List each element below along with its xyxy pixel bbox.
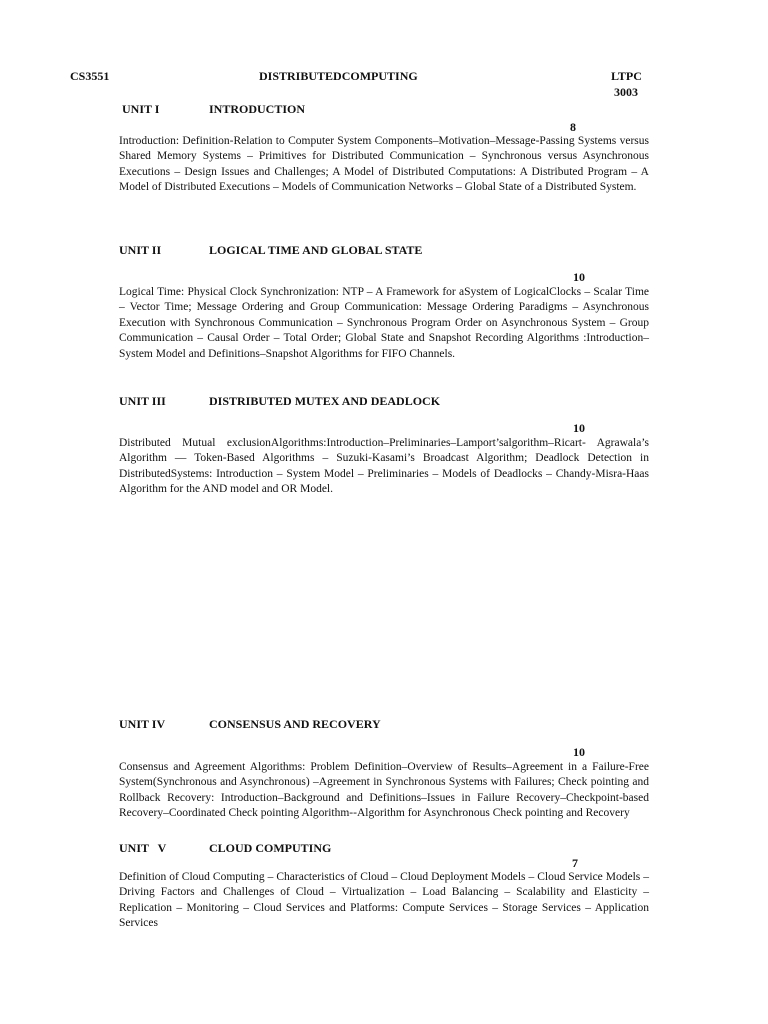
unit-hours: 10	[573, 745, 585, 759]
unit-description: Distributed Mutual exclusionAlgorithms:Introduction–Preliminaries–Lamport’salgorithm–Ricart- Agrawala’s Algorithm — Token-Based Algorithms – Suzuki-Kasami’s Broadcast Algorithm; Deadlock Detection in DistributedSystems: Introduction – System Model – Preliminaries – Models of Deadlocks – Chandy-Misra-Haas Algorithm for the AND model and OR Model.	[119, 437, 649, 496]
unit-title: INTRODUCTION	[209, 102, 306, 116]
unit-hours: 10	[573, 270, 585, 284]
course-code: CS3551	[70, 69, 110, 83]
ltpc-label: LTPC	[611, 69, 642, 83]
unit-description: Logical Time: Physical Clock Synchronization: NTP – A Framework for aSystem of LogicalClocks – Scalar Time – Vector Time; Message Ordering and Group Communication: Message Ordering Paradigms – Asynchronous Execution with Synchronous Communication – Synchronous Program Order on Asynchronous System – Group Communication – Causal Order – Total Order; Global State and Snapshot Recording Algorithms :Introduction–System Model and Definitions–Snapshot Algorithms for FIFO Channels.	[119, 286, 649, 360]
unit-description: Introduction: Definition-Relation to Computer System Components–Motivation–Message-Passing Systems versus Shared Memory Systems – Primitives for Distributed Communication – Synchronous versus Asynchronous Executions – Design Issues and Challenges; A Model of Distributed Computations: A Distributed Program – A Model of Distributed Executions – Models of Communication Networks – Global State of a Distributed System.	[119, 135, 649, 194]
unit-title: LOGICAL TIME AND GLOBAL STATE	[209, 243, 423, 257]
unit-label: UNIT I	[122, 102, 160, 116]
course-title: DISTRIBUTEDCOMPUTING	[259, 69, 418, 83]
unit-description: Definition of Cloud Computing – Characteristics of Cloud – Cloud Deployment Models – Cloud Service Models – Driving Factors and Challenges of Cloud – Virtualization – Load Balancing – Scalability and Elasticity – Replication – Monitoring – Cloud Services and Platforms: Compute Services – Storage Services – Application Services	[119, 871, 649, 930]
ltpc-value: 3003	[614, 85, 638, 99]
unit-hours: 8	[570, 120, 576, 134]
unit-title: CLOUD COMPUTING	[209, 841, 332, 855]
unit-description: Consensus and Agreement Algorithms: Problem Definition–Overview of Results–Agreement in a Failure-Free System(Synchronous and Asynchronous) –Agreement in Synchronous Systems with Failures; Check pointing and Rollback Recovery: Introduction–Background and Definitions–Issues in Failure Recovery–Checkpoint-based Recovery–Coordinated Check pointing Algorithm--Algorithm for Asynchronous Check pointing and Recovery	[119, 761, 649, 820]
unit-title: CONSENSUS AND RECOVERY	[209, 717, 381, 731]
unit-hours: 7	[572, 856, 578, 870]
unit-label: UNIT II	[119, 243, 162, 257]
unit-label: UNIT V	[119, 841, 167, 855]
unit-label: UNIT IV	[119, 717, 166, 731]
unit-label: UNIT III	[119, 394, 166, 408]
unit-title: DISTRIBUTED MUTEX AND DEADLOCK	[209, 394, 441, 408]
unit-hours: 10	[573, 421, 585, 435]
